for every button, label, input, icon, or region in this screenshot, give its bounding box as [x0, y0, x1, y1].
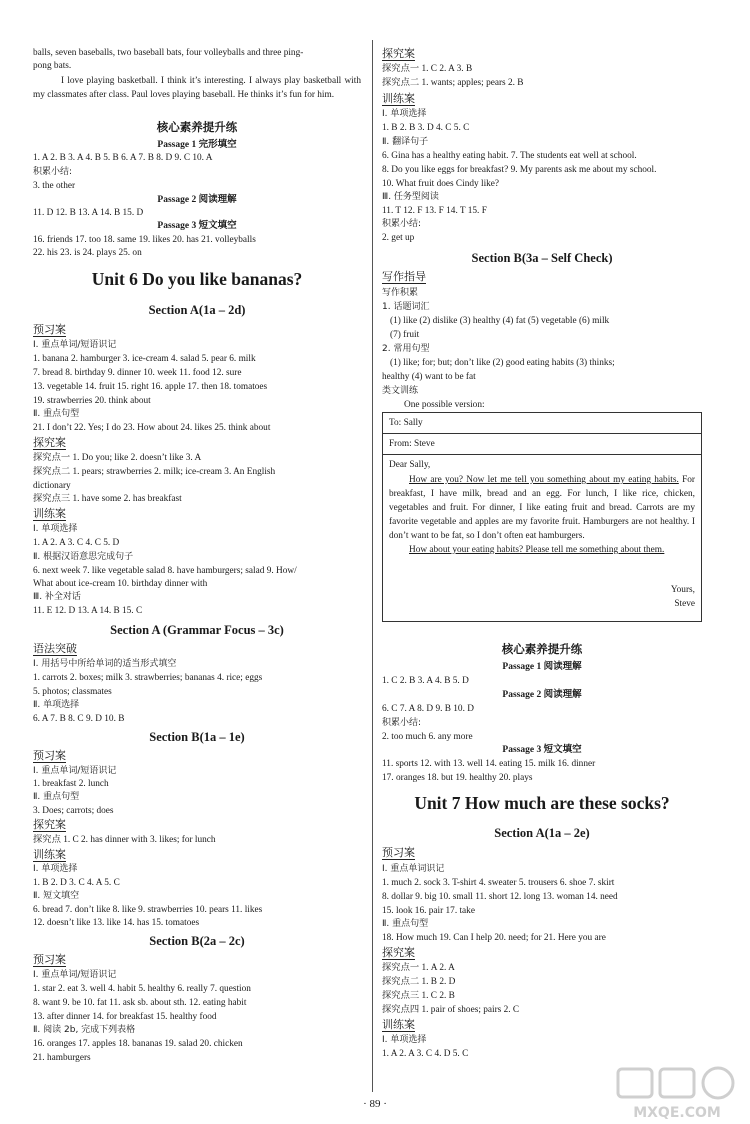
answer-line: 6. Gina has a healthy eating habit. 7. The students eat well at school. [382, 151, 637, 161]
unit-title: Unit 6 Do you like bananas? [91, 269, 303, 289]
subheading: 积累小结: [33, 167, 73, 177]
subheading: Ⅱ. 翻译句子 [382, 137, 429, 147]
answer-line: (1) like (2) dislike (3) healthy (4) fat (5) vegetable (6) milk [390, 316, 610, 326]
sample-letter-box [382, 412, 702, 622]
section-title: 核心素养提升练 [156, 120, 238, 134]
section-heading: Section B(1a – 1e) [149, 730, 245, 744]
letter-greeting: Dear Sally, [389, 460, 431, 470]
section-heading: Section A (Grammar Focus – 3c) [110, 623, 284, 637]
answer-line: (7) fruit [390, 330, 420, 340]
answer-line: 探究点四 1. pair of shoes; pairs 2. C [382, 1005, 520, 1015]
subheading: 积累小结: [382, 718, 422, 728]
heading-explore: 探究案 [382, 946, 415, 959]
answer-line: 6. C 7. A 8. D 9. B 10. D [382, 704, 474, 714]
watermark-logo [612, 1065, 742, 1121]
intro-line: balls, seven baseballs, two baseball bats, four volleyballs and three ping- [33, 48, 304, 58]
answer-line: 13. vegetable 14. fruit 15. right 16. apple 17. then 18. tomatoes [33, 382, 268, 392]
intro-paragraph: I love playing basketball. I think it’s interesting. I always play basketball with my classmates after class. Paul loves playing baseball. He thinks it’s fun for him. [33, 76, 361, 100]
subheading: Ⅱ. 重点句型 [382, 919, 429, 929]
answer-line: 8. want 9. be 10. fat 11. ask sb. about sth. 12. eating habit [33, 998, 247, 1008]
answer-line: 6. A 7. B 8. C 9. D 10. B [33, 714, 125, 724]
answer-line: 1. carrots 2. boxes; milk 3. strawberries; bananas 4. rice; eggs [33, 673, 263, 683]
answer-line: 探究点二 1. B 2. D [382, 977, 456, 987]
subheading: Ⅰ. 单项选择 [33, 524, 78, 534]
answer-line: 13. after dinner 14. for breakfast 15. healthy food [33, 1012, 217, 1022]
answer-line: 7. bread 8. birthday 9. dinner 10. week 11. food 12. sure [33, 368, 242, 378]
page-number: · 89 · [363, 1098, 387, 1110]
subheading: Ⅱ. 重点句型 [33, 409, 80, 419]
answer-line: 1. C 2. B 3. A 4. B 5. D [382, 676, 469, 686]
answer-line: 19. strawberries 20. think about [33, 396, 151, 406]
column-divider [372, 40, 373, 1092]
answer-line: 11. D 12. B 13. A 14. B 15. D [33, 208, 144, 218]
letter-body [389, 473, 695, 557]
answer-line: 16. oranges 17. apples 18. bananas 19. salad 20. chicken [33, 1039, 243, 1049]
answer-line: healthy (4) want to be fat [382, 372, 476, 382]
answer-line: 1. breakfast 2. lunch [33, 779, 109, 789]
heading-grammar: 语法突破 [33, 642, 77, 655]
unit-title: Unit 7 How much are these socks? [414, 793, 670, 813]
answer-line: 探究点二 1. wants; apples; pears 2. B [382, 78, 524, 88]
answer-line: 1. A 2. A 3. C 4. C 5. D [33, 538, 120, 548]
subheading: Ⅲ. 补全对话 [33, 592, 81, 602]
subheading: 1. 话题词汇 [382, 302, 430, 312]
answer-line: 1. banana 2. hamburger 3. ice-cream 4. salad 5. pear 6. milk [33, 354, 256, 364]
answer-line: 1. A 2. B 3. A 4. B 5. B 6. A 7. B 8. D 9. C 10. A [33, 153, 213, 163]
answer-line: 21. hamburgers [33, 1053, 91, 1063]
letter-to: To: Sally [383, 413, 701, 434]
answer-line: 探究点 1. C 2. has dinner with 3. likes; for lunch [33, 835, 216, 845]
answer-line: 11. E 12. D 13. A 14. B 15. C [33, 606, 143, 616]
answer-line: 8. dollar 9. big 10. small 11. short 12. long 13. woman 14. need [382, 892, 618, 902]
answer-line: 探究点三 1. C 2. B [382, 991, 455, 1001]
heading-preview: 预习案 [33, 953, 66, 966]
subheading: Ⅱ. 根据汉语意思完成句子 [33, 552, 134, 562]
answer-line: What about ice-cream 10. birthday dinner with [33, 579, 208, 589]
passage-title: Passage 2 阅读理解 [157, 195, 237, 205]
subheading: Ⅰ. 重点单词/短语识记 [33, 970, 117, 980]
heading-preview: 预习案 [382, 846, 415, 859]
answer-line: 11. T 12. F 13. F 14. T 15. F [382, 206, 487, 216]
subheading: Ⅰ. 单项选择 [382, 1035, 427, 1045]
passage-title: Passage 3 短文填空 [502, 745, 582, 755]
letter-closing-paragraph: How about your eating habits? Please tell me something about them. [409, 545, 665, 555]
heading-train: 训练案 [382, 1018, 415, 1031]
subheading: 2. 常用句型 [382, 344, 430, 354]
answer-line: dictionary [33, 481, 71, 491]
answer-line: 16. friends 17. too 18. same 19. likes 20. has 21. volleyballs [33, 235, 256, 245]
subheading: Ⅰ. 用括号中所给单词的适当形式填空 [33, 659, 177, 669]
intro-line: pong bats. [33, 61, 72, 71]
section-heading: Section B(3a – Self Check) [471, 251, 613, 265]
answer-line: 1. star 2. eat 3. well 4. habit 5. healthy 6. really 7. question [33, 984, 251, 994]
answer-line: 21. I don’t 22. Yes; I do 23. How about 24. likes 25. think about [33, 423, 271, 433]
answer-line: 探究点二 1. pears; strawberries 2. milk; ice-cream 3. An English [33, 467, 276, 477]
watermark-text: MXQE.COM [633, 1105, 721, 1121]
section-heading: Section B(2a – 2c) [149, 934, 245, 948]
answer-line: 1. much 2. sock 3. T-shirt 4. sweater 5. trousers 6. shoe 7. skirt [382, 878, 615, 888]
subheading: 写作积累 [382, 288, 419, 298]
answer-line: 1. B 2. D 3. C 4. A 5. C [33, 878, 120, 888]
answer-line: 探究点三 1. have some 2. has breakfast [33, 494, 182, 504]
subheading: Ⅱ. 重点句型 [33, 792, 80, 802]
subheading: Ⅰ. 单项选择 [33, 864, 78, 874]
section-title: 核心素养提升练 [501, 642, 583, 656]
answer-line: 1. B 2. B 3. D 4. C 5. C [382, 123, 470, 133]
answer-line: 2. too much 6. any more [382, 732, 473, 742]
answer-line: 3. Does; carrots; does [33, 806, 114, 816]
letter-signoff: Yours, [670, 585, 695, 595]
answer-line: 8. Do you like eggs for breakfast? 9. My parents ask me about my school. [382, 165, 657, 175]
answer-line: One possible version: [404, 400, 485, 410]
letter-from: From: Steve [383, 434, 701, 455]
passage-title: Passage 2 阅读理解 [502, 690, 582, 700]
passage-title: Passage 1 阅读理解 [502, 662, 582, 672]
letter-paragraph: For breakfast, I have milk, bread and an egg. For lunch, I like rice, chicken, vegetables and fruit. For dinner, I like eating fruit and bread. Carrots are my favorite vegetable and apples are my favorite fruit. Hamburgers are not healthy. I don’t want to be fat, so I don’t often eat hamburgers. [389, 475, 695, 541]
heading-train: 训练案 [33, 848, 66, 861]
answer-line: 2. get up [382, 233, 415, 243]
answer-line: 22. his 23. is 24. plays 25. on [33, 248, 142, 258]
answer-line: 15. look 16. pair 17. take [382, 906, 475, 916]
subheading: Ⅰ. 重点单词识记 [382, 864, 445, 874]
answer-line: 5. photos; classmates [33, 687, 112, 697]
subheading: 积累小结: [382, 219, 422, 229]
answer-line: 1. A 2. A 3. C 4. D 5. C [382, 1049, 469, 1059]
passage-title: Passage 3 短文填空 [157, 221, 237, 231]
subheading: Ⅰ. 单项选择 [382, 109, 427, 119]
answer-line: 探究点一 1. Do you; like 2. doesn’t like 3. A [33, 453, 202, 463]
answer-line: 12. doesn’t like 13. like 14. has 15. tomatoes [33, 918, 200, 928]
heading-preview: 预习案 [33, 323, 66, 336]
answer-line: 17. oranges 18. but 19. healthy 20. plays [382, 773, 533, 783]
subheading: Ⅰ. 重点单词/短语识记 [33, 340, 117, 350]
answer-line: 6. bread 7. don’t like 8. like 9. strawberries 10. pears 11. likes [33, 905, 263, 915]
answer-line: 18. How much 19. Can I help 20. need; for 21. Here you are [382, 933, 606, 943]
answer-line: 探究点一 1. C 2. A 3. B [382, 64, 473, 74]
letter-underlined-opening: How are you? Now let me tell you something about my eating habits. [409, 475, 679, 485]
section-heading: Section A(1a – 2d) [148, 303, 246, 317]
heading-writing: 写作指导 [382, 270, 426, 283]
answer-line: 3. the other [33, 181, 76, 191]
heading-train: 训练案 [33, 507, 66, 520]
section-heading: Section A(1a – 2e) [494, 826, 590, 840]
passage-title: Passage 1 完形填空 [157, 140, 237, 150]
heading-train: 训练案 [382, 92, 415, 105]
subheading: 类文训练 [382, 386, 419, 396]
answer-line: 探究点一 1. A 2. A [382, 963, 455, 973]
heading-explore: 探究案 [33, 436, 66, 449]
heading-explore: 探究案 [33, 818, 66, 831]
heading-preview: 预习案 [33, 749, 66, 762]
answer-line: 6. next week 7. like vegetable salad 8. have hamburgers; salad 9. How/ [33, 566, 297, 576]
subheading: Ⅱ. 单项选择 [33, 700, 80, 710]
letter-signature: Steve [674, 599, 695, 609]
subheading: Ⅰ. 重点单词/短语识记 [33, 766, 117, 776]
subheading: Ⅱ. 阅读 2b, 完成下列表格 [33, 1025, 136, 1035]
answer-line: 11. sports 12. with 13. well 14. eating 15. milk 16. dinner [382, 759, 596, 769]
heading-explore: 探究案 [382, 47, 415, 60]
answer-line: (1) like; for; but; don’t like (2) good eating habits (3) thinks; [390, 358, 615, 368]
answer-line: 10. What fruit does Cindy like? [382, 179, 500, 189]
subheading: Ⅱ. 短文填空 [33, 891, 80, 901]
subheading: Ⅲ. 任务型阅读 [382, 192, 439, 202]
